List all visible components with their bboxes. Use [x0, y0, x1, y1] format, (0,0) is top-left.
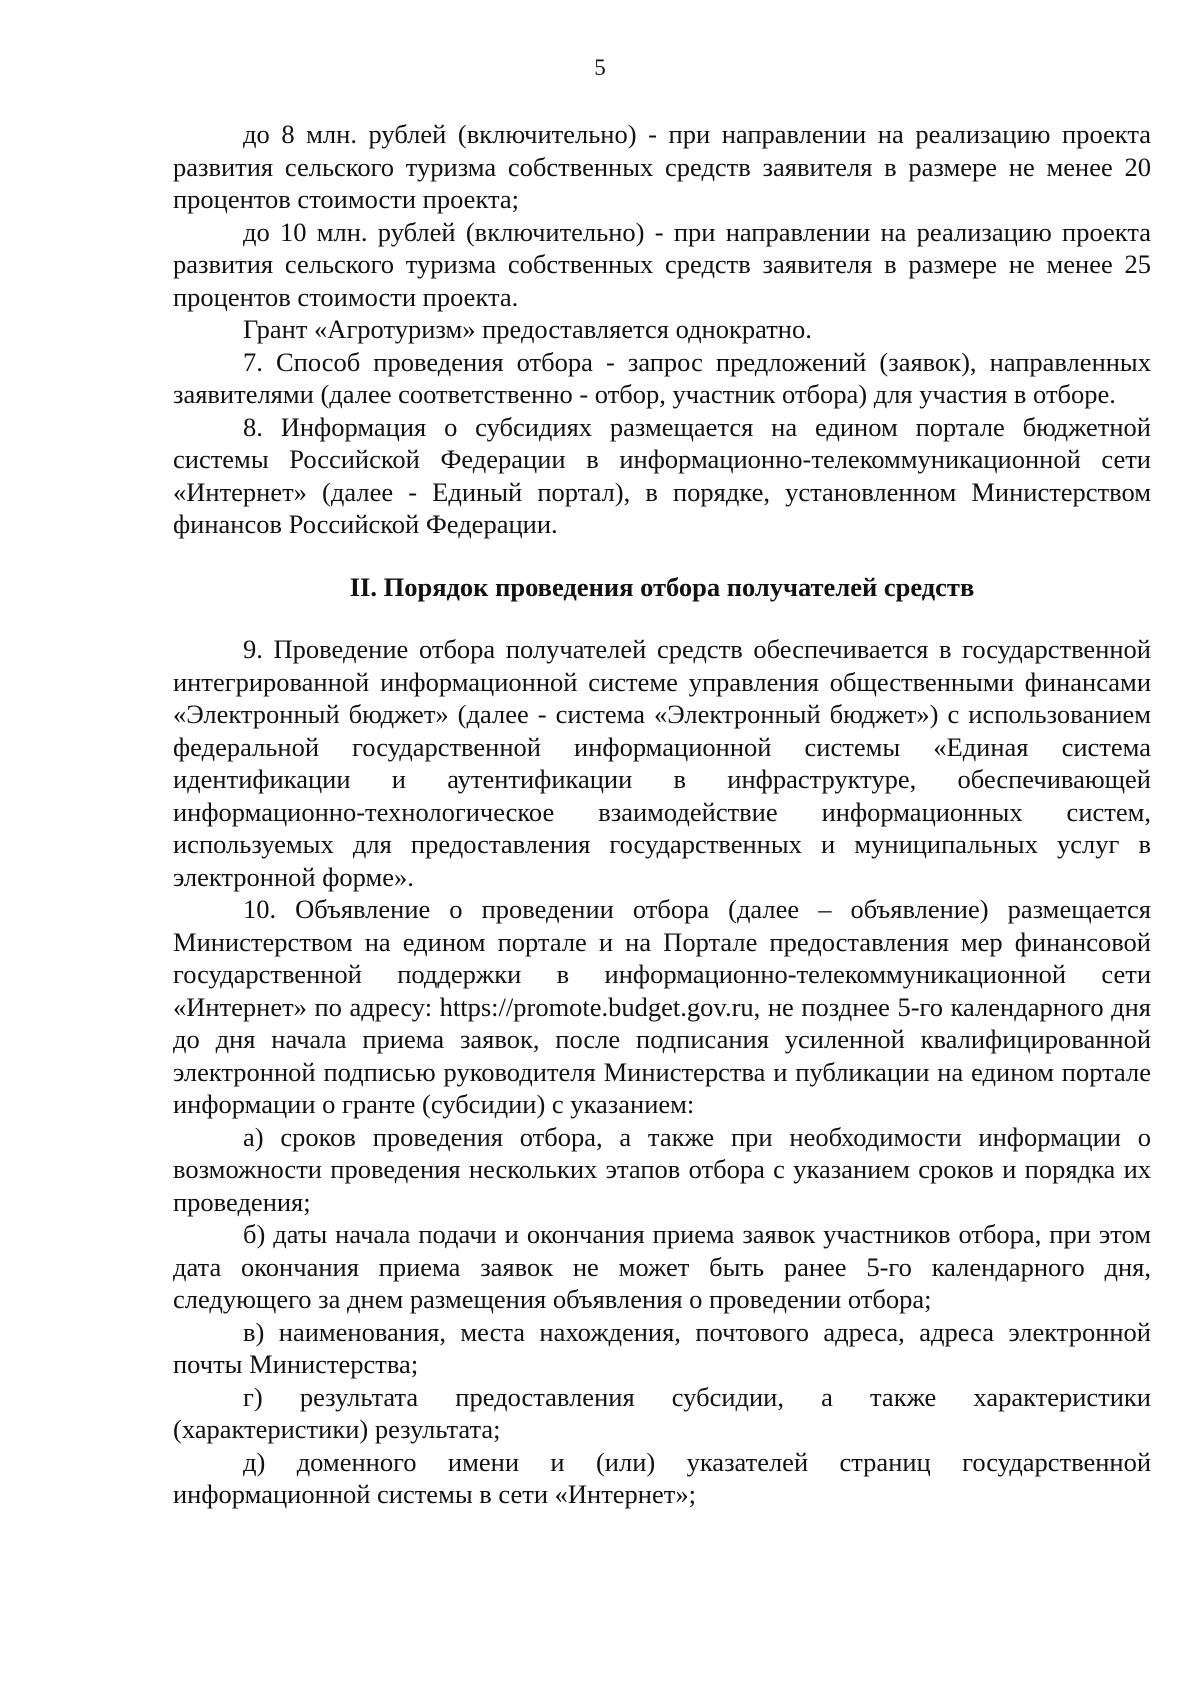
paragraph-item-7: 7. Способ проведения отбора - запрос предложений (заявок), направленных заявителями (далее соответственно - отбор, участник отбора) для участия в отборе. — [173, 346, 1151, 409]
paragraph-grant-10mln: до 10 млн. рублей (включительно) - при направлении на реализацию проекта развития сельского туризма собственных средств заявителя в размере не менее 25 процентов стоимости проекта. — [173, 216, 1151, 312]
page-number: 5 — [594, 55, 606, 80]
paragraph-subitem-b: б) даты начала подачи и окончания приема заявок участников отбора, при этом дата окончания приема заявок не может быть ранее 5-го календарного дня, следующего за днем размещения объявления о проведении отбора; — [173, 1219, 1151, 1314]
paragraph-item-9: 9. Проведение отбора получателей средств обеспечивается в государственной интегрированной информационной системе управления общественными финансами «Электронный бюджет» (далее - система «Электронный бюджет») с использованием федеральной государственной информационной системы «Единая система идентификации и аутентификации в инфраструктуре, обеспечивающей информационно-технологическое взаимодействие информационных систем, используемых для предоставления государственных и муниципальных услуг в электронной форме». — [173, 634, 1151, 892]
paragraph-grant-once: Грант «Агротуризм» предоставляется однократно. — [243, 314, 812, 344]
paragraph-grant-8mln: до 8 млн. рублей (включительно) - при направлении на реализацию проекта развития сельского туризма собственных средств заявителя в размере не менее 20 процентов стоимости проекта; — [173, 119, 1151, 214]
paragraph-subitem-d: д) доменного имени и (или) указателей страниц государственной информационной системы в сети «Интернет»; — [173, 1446, 1151, 1509]
paragraph-item-10: 10. Объявление о проведении отбора (далее – объявление) размещается Министерством на едином портале и на Портале предоставления мер финансовой государственной поддержки в информационно-телекоммуникационной сети «Интернет» по адресу: https://promote.budget.gov.ru, не позднее 5-го календарного дня до дня начала приема заявок, после подписания усиленной квалифицированной электронной подписью руководителя Министерства и публикации на едином портале информации о гранте (субсидии) с указанием: — [173, 894, 1151, 1119]
paragraph-subitem-g: г) результата предоставления субсидии, а также характеристики (характеристики) результата; — [173, 1381, 1151, 1444]
section-heading: II. Порядок проведения отбора получателей средств — [349, 571, 975, 602]
paragraph-item-8: 8. Информация о субсидиях размещается на едином портале бюджетной системы Российской Федерации в информационно-телекоммуникационной сети «Интернет» (далее - Единый портал), в порядке, установленном Министерством финансов Российской Федерации. — [173, 411, 1151, 539]
paragraph-subitem-a: а) сроков проведения отбора, а также при необходимости информации о возможности проведения нескольких этапов отбора с указанием сроков и порядка их проведения; — [173, 1121, 1151, 1217]
document-body — [173, 118, 1151, 1511]
paragraph-subitem-v: в) наименования, места нахождения, почтового адреса, адреса электронной почты Министерства; — [173, 1316, 1151, 1379]
